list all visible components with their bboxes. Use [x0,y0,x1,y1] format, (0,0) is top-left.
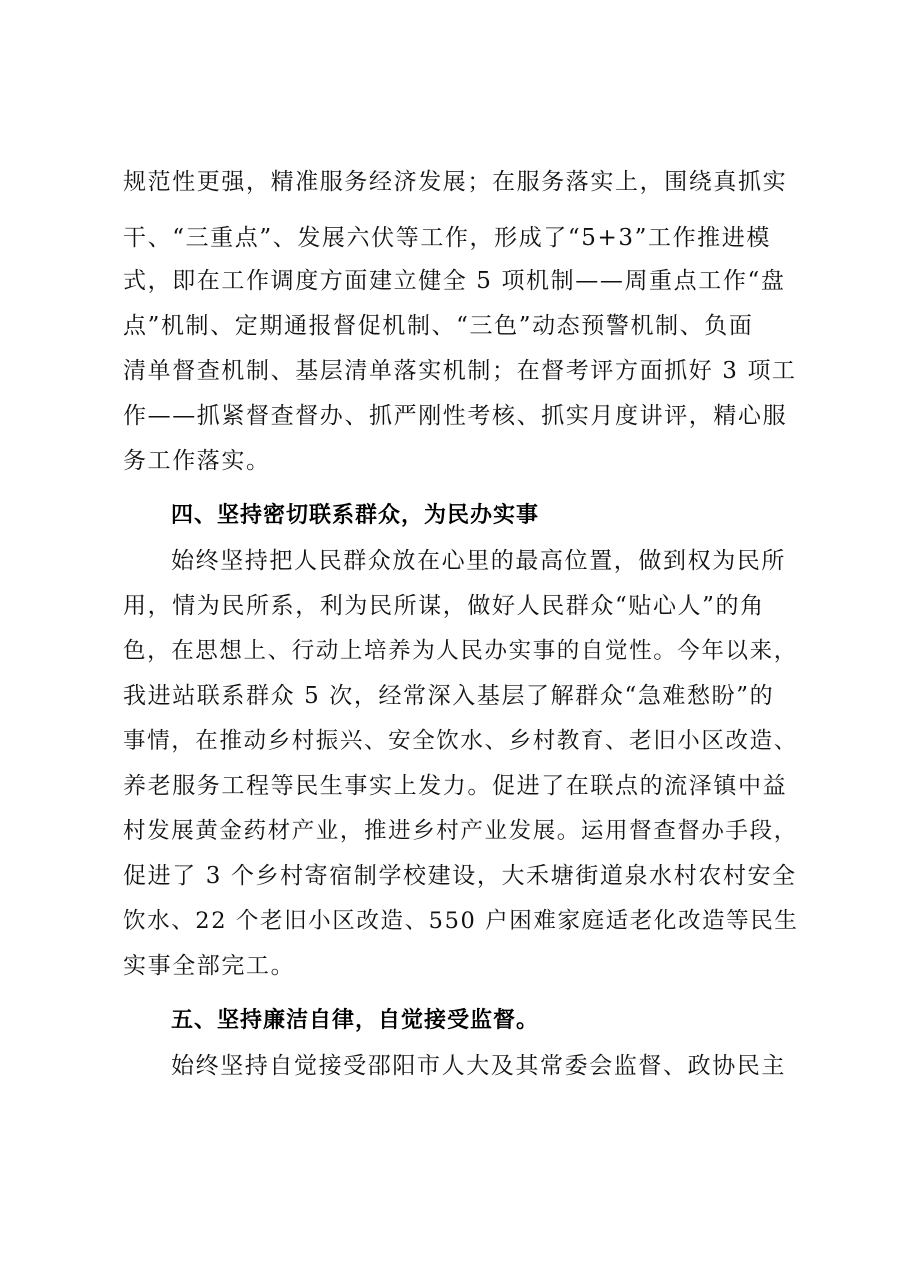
section-4-heading: 四、坚持密切联系群众，为民办实事 [171,503,540,528]
section-5-line-1: 始终坚持自觉接受邵阳市人大及其常委会监督、政协民主 [171,1053,786,1079]
section-4-line-7: 村发展黄金药材产业，推进乡村产业发展。运用督查督办手段， [123,818,798,844]
section-4-line-4: 我进站联系群众 5 次，经常深入基层了解群众“急难愁盼”的 [123,683,775,709]
paragraph-1-line-1: 规范性更强，精准服务经济发展；在服务落实上，围绕真抓实 [123,169,788,195]
paragraph-1-line-7: 务工作落实。 [123,448,271,474]
section-4-line-2: 用，情为民所系，利为民所谋，做好人民群众“贴心人”的角 [123,593,765,619]
section-4-line-3: 色，在思想上、行动上培养为人民办实事的自觉性。今年以来， [123,638,798,664]
section-4-line-1: 始终坚持把人民群众放在心里的最高位置，做到权为民所 [171,548,786,574]
section-4-line-10: 实事全部完工。 [123,953,296,979]
paragraph-1-line-5: 清单督查机制、基层清单落实机制；在督考评方面抓好 3 项工 [123,358,797,384]
paragraph-1-line-6: 作——抓紧督查督办、抓严刚性考核、抓实月度讲评，精心服 [123,403,788,429]
section-4-line-5: 事情，在推动乡村振兴、安全饮水、乡村教育、老旧小区改造、 [123,728,798,754]
section-4-line-9: 饮水、22 个老旧小区改造、550 户困难家庭适老化改造等民生 [123,908,799,934]
paragraph-1-line-2: 干、“三重点”、发展六伏等工作，形成了“5+3”工作推进模 [123,225,771,251]
section-4-line-8: 促进了 3 个乡村寄宿制学校建设，大禾塘街道泉水村农村安全 [123,863,797,889]
section-5-heading: 五、坚持廉洁自律，自觉接受监督。 [171,1008,540,1033]
paragraph-1-line-3: 式，即在工作调度方面建立健全 5 项机制——周重点工作“盘 [123,268,786,294]
paragraph-1-line-4: 点”机制、定期通报督促机制、“三色”动态预警机制、负面 [123,313,754,339]
section-4-line-6: 养老服务工程等民生事实上发力。促进了在联点的流泽镇中益 [123,773,788,799]
